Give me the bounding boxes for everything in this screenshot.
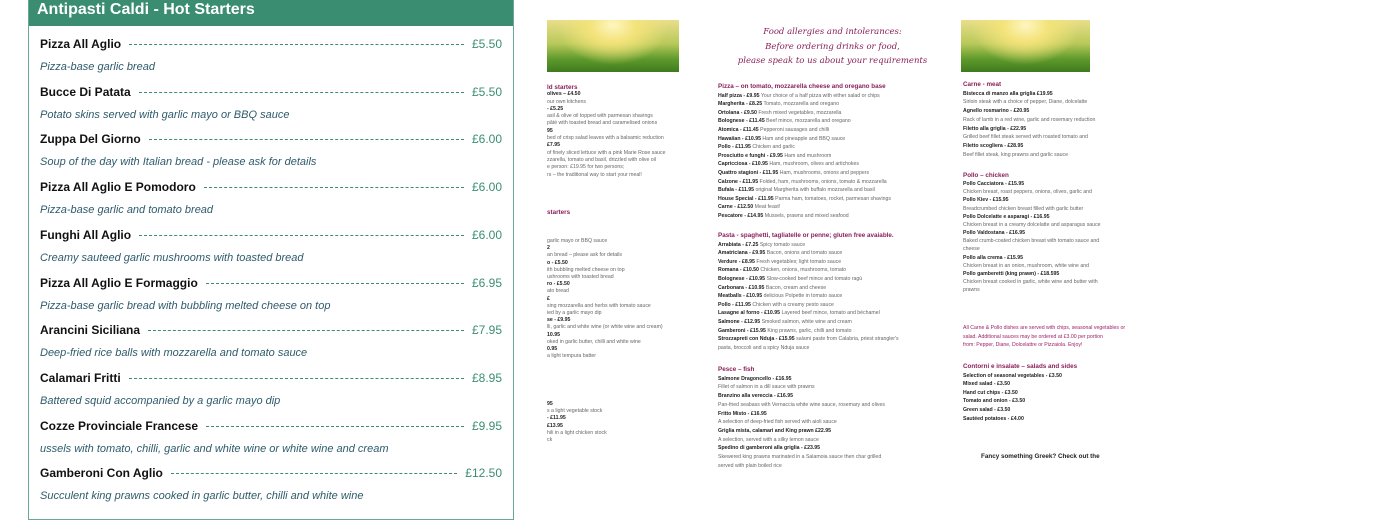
menu-line: All Carne & Pollo dishes are served with chips, seasonal vegetables or <box>963 325 1126 331</box>
dish-description: Layered beef mince, tomato and béchamel <box>781 310 880 317</box>
menu-line: se - £9.95 <box>547 317 571 324</box>
dish-name-price: Bufala - £11.95 <box>718 187 755 194</box>
dish-name-price: House Special - £11.95 <box>718 195 774 202</box>
menu-item <box>40 466 502 514</box>
grass-photo-left <box>547 20 679 72</box>
dish-name-price: Meatballs - £10.95 <box>718 293 763 300</box>
item-name: Cozze Provinciale Francese <box>40 418 199 433</box>
dish-description: Ham and mushroom <box>784 152 832 159</box>
menu-item-row <box>40 419 502 439</box>
dish-name-price: Bolognese - £11.45 <box>718 118 765 125</box>
dish-description: Slow-cooked beef mince and tomato ragù <box>766 275 863 282</box>
menu-item <box>40 180 502 228</box>
menu-line <box>718 126 918 135</box>
dish-description: Parma ham, tomatoes, rocket, parmesan shavings <box>775 195 892 202</box>
dish-name-price: Verdure - £8.95 <box>718 258 755 265</box>
item-name: Bucce Di Patata <box>40 84 131 99</box>
dish-description: Smoked salmon, white wine and cream <box>761 318 852 325</box>
menu-line <box>718 109 918 118</box>
dish-name-price: Ortolana - £9.50 <box>718 109 757 116</box>
dish-description: Bacon, cream and cheese <box>765 284 827 291</box>
item-name: Pizza All Aglio <box>40 37 122 51</box>
menu-section-left4 <box>547 401 682 444</box>
menu-line: hili in a light chicken stock <box>547 429 607 436</box>
dotted-leader <box>139 92 464 93</box>
menu-line <box>718 212 918 221</box>
dish-description: Chicken, onions, mushrooms, tomato <box>760 267 847 274</box>
menu-line: salad. Additional sauces may be ordered at £3.00 per portion <box>963 333 1103 340</box>
menu-section-pollo <box>963 172 1101 294</box>
hot-starters-card <box>28 0 514 520</box>
dish-name-price: Hawaiian - £10.95 <box>718 135 761 142</box>
dish-description: Ham, mushroom, olives and artichokes <box>769 161 860 168</box>
allergy-line: Food allergies and intolerances: <box>763 27 902 37</box>
menu-line: Hand cut chips - £3.50 <box>963 389 1018 396</box>
section-heading: Pollo – chicken <box>963 172 1009 179</box>
menu-line: Rack of lamb in a red wine, garlic and rosemary reduction <box>963 116 1096 123</box>
dish-name-price: Romana - £10.50 <box>718 267 759 274</box>
menu-item-row <box>40 180 502 200</box>
dish-description: Chicken and garlic <box>752 144 796 151</box>
menu-item <box>40 419 502 467</box>
dish-name-price: Quattro stagioni - £11.95 <box>718 169 779 176</box>
menu-item <box>40 371 502 419</box>
dish-description: original Margherita with buffalo mozzarella and basil <box>755 187 875 194</box>
menu-line <box>718 203 918 212</box>
item-price: £5.50 <box>471 37 502 51</box>
menu-item-row <box>40 466 502 486</box>
section-heading: Carne - meat <box>963 81 1002 88</box>
menu-line: Pollo Kiev - £15.95 <box>963 197 1009 204</box>
menu-line: 10.95 <box>547 331 560 338</box>
menu-section-contorni <box>963 363 1091 423</box>
menu-line: Salmone Dragoncello - £16.95 <box>718 375 792 382</box>
menu-line <box>718 92 918 101</box>
menu-line: ato bread <box>547 288 569 295</box>
menu-line: A selection of deep-fried fish served with aioli sauce <box>718 419 837 426</box>
dish-name-price: Salmone - £12.95 <box>718 318 761 325</box>
menu-line: Griglia mista, calamari and King prawn £22.95 <box>718 427 832 434</box>
menu-line: asil & olive oil topped with parmesan shavings <box>547 113 653 120</box>
item-price: £6.00 <box>471 227 502 242</box>
menu-line: Branzino alla vereccia - £16.95 <box>718 393 793 400</box>
menu-line: prawns <box>963 287 980 294</box>
menu-line: Sirloin steak with a choice of pepper, Diane, dolcelatte <box>963 99 1088 106</box>
menu-item <box>40 132 502 180</box>
menu-line: cheese <box>963 246 980 253</box>
menu-line <box>718 241 918 250</box>
dish-name-price: Prosciutto e funghi - £9.95 <box>718 152 783 159</box>
dotted-leader <box>129 44 464 45</box>
dish-name-price: Amatriciana - £9.95 <box>718 250 766 257</box>
item-description: ussels with tomato, chilli, garlic and white wine or white wine and cream <box>40 442 389 455</box>
menu-item-row <box>40 37 502 57</box>
dish-description: Meat feast! <box>754 204 781 211</box>
item-name: Gamberoni Con Aglio <box>40 466 163 481</box>
menu-line: our own kitchens <box>547 98 586 105</box>
item-description: Battered squid accompanied by a garlic mayo dip <box>40 394 281 407</box>
dish-name-price: Gamberoni - £15.95 <box>718 327 766 334</box>
menu-line: Spedino di gamberoni alla griglia - £23.95 <box>718 445 821 452</box>
dish-name-price: Pollo - £11.95 <box>718 144 751 151</box>
menu-line: pâté with toasted bread and caramelised onions <box>547 120 658 127</box>
menu-line <box>718 275 918 284</box>
menu-line: - £5.25 <box>547 105 564 112</box>
menu-line: - £11.95 <box>547 415 566 422</box>
dish-name-price: Pollo - £11.95 <box>718 301 751 308</box>
menu-line: Grilled beef fillet steak served with roasted tomato and <box>963 134 1088 141</box>
item-price: £6.00 <box>471 180 502 195</box>
dotted-leader <box>148 330 464 331</box>
menu-line: Filetto alla griglia - £22.95 <box>963 125 1027 132</box>
dish-description: Spicy tomato sauce <box>759 241 806 248</box>
dish-description: delicious Polpette in tomato sauce <box>763 293 843 300</box>
menu-item <box>40 228 502 276</box>
menu-line <box>718 117 918 126</box>
section-heading: Pizza – on tomato, mozzarella cheese and oregano base <box>718 83 886 90</box>
dish-name-price: Carbonara - £10.95 <box>718 284 765 291</box>
menu-line <box>718 327 918 336</box>
menu-line <box>718 169 918 178</box>
dish-description: salami paste from Calabria, priest strangler's <box>796 336 899 343</box>
menu-section-left3 <box>547 238 682 360</box>
menu-line: Filetto scogliera - £28.95 <box>963 142 1024 149</box>
menu-item-row <box>40 228 502 248</box>
item-description: Soup of the day with Italian bread - please ask for details <box>40 156 317 169</box>
menu-line: Pollo Cacciatora - £15.95 <box>963 181 1025 188</box>
menu-item-row <box>40 85 502 105</box>
menu-line: served with plain boiled rice <box>718 462 782 469</box>
allergy-line: please speak to us about your requirements <box>737 56 928 66</box>
menu-line <box>718 292 918 301</box>
menu-line: an bread – please ask for details <box>547 252 622 259</box>
item-price: £7.95 <box>471 323 502 338</box>
menu-item-row <box>40 276 502 296</box>
item-description: Pizza-base garlic and tomato bread <box>40 204 214 217</box>
menu-line: Pollo alla crema - £15.95 <box>963 254 1023 261</box>
menu-item <box>40 37 502 85</box>
dish-name-price: Calzone - £11.95 <box>718 178 759 185</box>
menu-line: A selection, served with a silky lemon sauce <box>718 436 819 443</box>
item-description: Creamy sauteed garlic mushrooms with toasted bread <box>40 251 304 264</box>
menu-line: pasta, broccoli and a spicy Nduja sauce <box>718 344 810 351</box>
menu-line: Chicken breast in a creamy dolcelatte and asparagus sauce <box>963 221 1101 228</box>
item-price: £6.00 <box>471 132 502 147</box>
menu-line <box>718 318 918 327</box>
dish-description: Bacon, onions and tomato sauce <box>766 250 843 257</box>
menu-line <box>718 335 918 344</box>
menu-line <box>718 152 918 161</box>
menu-line: 95 <box>547 401 553 407</box>
menu-line: ied by a garlic mayo dip <box>547 310 602 317</box>
menu-line <box>718 178 918 187</box>
item-name: Calamari Fritti <box>40 370 121 385</box>
menu-line: £13.95 <box>547 422 563 429</box>
menu-line: e person: £19.95 for two persons; <box>547 164 625 171</box>
section-title: Antipasti Caldi - Hot Starters <box>29 0 513 26</box>
menu-line: sing mozzarella and herbs with tomato sauce <box>547 302 651 309</box>
menu-item <box>40 85 502 133</box>
allergy-notice <box>730 25 935 69</box>
menu-line: bed of crisp salad leaves with a balsamic reduction <box>547 135 664 142</box>
menu-line: Green salad - £3.50 <box>963 406 1011 413</box>
menu-line: ith bubbling melted cheese on top <box>547 266 625 273</box>
menu-line: Fritto Misto - £16.95 <box>718 410 767 417</box>
menu-line: ro - £5.50 <box>547 281 570 288</box>
menu-line <box>718 301 918 310</box>
item-price: £5.50 <box>471 84 502 99</box>
grass-photo-right <box>961 20 1090 72</box>
menu-line: Chicken breast in an onion, mushroom, white wine and <box>963 262 1090 269</box>
section-heading: ld starters <box>547 84 578 91</box>
menu-line: Fancy something Greek? Check out the <box>981 453 1100 460</box>
item-description: Succulent king prawns cooked in garlic butter, chilli and white wine <box>40 490 364 503</box>
menu-line: Pollo gamberetti (king prawn) - £18.595 <box>963 270 1060 277</box>
menu-line: zzarella, tomato and basil, drizzled with olive oil <box>547 156 656 163</box>
dish-description: Ham and pineapple and BBQ sauce <box>762 135 846 142</box>
menu-line: Chicken breast, roast peppers, onions, olives, garlic and <box>963 189 1092 196</box>
menu-line <box>718 284 918 293</box>
dish-name-price: Pescatore - £14.95 <box>718 212 764 219</box>
item-name: Pizza All Aglio E Pomodoro <box>40 180 196 195</box>
dish-name-price: Lasagne al forno - £10.95 <box>718 310 780 317</box>
menu-line: rs – the traditional way to start your meal! <box>547 171 642 178</box>
menu-line: from: Pepper, Diane, Dolcelattre or Pizzaiola. Enjoy! <box>963 342 1083 348</box>
item-description: Potato skins served with garlic mayo or BBQ sauce <box>40 108 290 121</box>
menu-line: ushrooms with toasted bread <box>547 274 614 281</box>
menu-line: Pollo Dolcelatte e asparagi - £16.95 <box>963 213 1050 220</box>
dish-description: Ham, mushrooms, onions and peppers <box>779 169 870 176</box>
menu-item-row <box>40 132 502 152</box>
item-price: £8.95 <box>471 370 502 385</box>
item-name: Arancini Siciliana <box>40 323 141 338</box>
menu-item-row <box>40 371 502 391</box>
item-price: £9.95 <box>471 418 502 433</box>
dotted-leader <box>206 426 464 427</box>
dish-description: Your choice of a half pizza with either salad or chips <box>760 92 880 99</box>
dish-description: Fresh vegetables; light tomato sauce <box>756 258 842 265</box>
menu-line: Pollo Valdostana - £16.95 <box>963 230 1025 237</box>
menu-line: Beef fillet steak, king prawns and garlic sauce <box>963 151 1068 158</box>
dish-name-price: Bolognese - £10.95 <box>718 275 765 282</box>
menu-line <box>718 266 918 275</box>
dish-name-price: Arrabiata - £7.25 <box>718 241 759 248</box>
menu-line: Chicken breast cooked in garlic, white wine and butter with <box>963 279 1098 286</box>
menu-line: Baked crumb-coated chicken breast with tomato sauce and <box>963 238 1100 245</box>
item-name: Funghi All Aglio <box>40 227 132 242</box>
menu-line: o - £5.50 <box>547 259 568 266</box>
menu-line <box>718 309 918 318</box>
menu-line: a light tempura batter <box>547 353 597 360</box>
menu-line: olives – £4.50 <box>547 91 581 98</box>
menu-line: 95 <box>547 127 553 134</box>
item-name: Zuppa Del Giorno <box>40 132 141 147</box>
dish-name-price: Margherita - £8.25 <box>718 101 763 108</box>
dish-name-price: Strozzapreti con Nduja - £15.95 <box>718 336 795 343</box>
menu-line: 2 <box>547 245 550 252</box>
menu-section-left1 <box>547 84 682 179</box>
dish-name-price: Atomica - £11.45 <box>718 126 759 133</box>
menu-line: Mixed salad - £3.50 <box>963 381 1010 388</box>
menu-line: £7.95 <box>547 142 560 149</box>
dish-description: Beef mince, mozzarella and oregano <box>766 118 851 125</box>
dotted-leader <box>171 473 457 474</box>
dish-description: King prawns, garlic, chilli and tomato <box>767 327 852 334</box>
menu-line: Agnello rosmarino - £20.95 <box>963 108 1030 115</box>
item-price: £6.95 <box>471 275 502 290</box>
dish-description: Pepperoni sausages and chilli <box>760 126 830 133</box>
menu-line: oked in garlic butter, chilli and white wine <box>547 338 641 345</box>
item-description: Deep-fried rice balls with mozzarella and tomato sauce <box>40 347 308 360</box>
menu-line <box>718 100 918 109</box>
item-price: £12.50 <box>465 466 502 481</box>
dish-description: Folded, ham, mushrooms, onions, tomato & mozzarella <box>759 178 887 185</box>
menu-item <box>40 276 502 324</box>
dish-description: Chicken with a creamy pesto sauce <box>752 301 834 308</box>
dish-name-price: Carne - £12.50 <box>718 204 754 211</box>
dotted-leader <box>129 378 464 379</box>
menu-line: Fillet of salmon in a dill sauce with prawns <box>718 384 815 391</box>
menu-line: lli, garlic and white wine (or white wine and cream) <box>547 324 663 331</box>
menu-line: 0.95 <box>547 346 558 353</box>
menu-line <box>718 160 918 169</box>
menu-line <box>718 135 918 144</box>
menu-line: Breadcrumbed chicken breast filled with garlic butter <box>963 205 1084 212</box>
dotted-leader <box>204 187 464 188</box>
menu-line <box>718 195 918 204</box>
dish-description: Fresh mixed vegetables, mozzarella <box>758 109 842 116</box>
item-description: Pizza-base garlic bread with bubbling melted cheese on top <box>40 299 331 312</box>
section-heading: Contorni e insalate – salads and sides <box>963 363 1078 370</box>
menu-section-carne <box>963 81 1096 159</box>
menu-section-pizza <box>718 83 918 221</box>
menu-line <box>718 186 918 195</box>
dish-description: Tomato, mozzarella and oregano <box>763 101 840 108</box>
menu-section-pasta <box>718 232 918 352</box>
menu-line <box>718 249 918 258</box>
menu-line: Sautéed potatoes - £4.00 <box>963 415 1024 422</box>
menu-line <box>718 143 918 152</box>
dish-name-price: Half pizza - £9.95 <box>718 92 760 99</box>
section-heading: Pasta - spaghetti, tagliatelle or penne; gluten free avaiable. <box>718 232 894 239</box>
menu-line: of finely sliced lettuce with a pink Marie Rose sauce <box>547 149 666 156</box>
dotted-leader <box>149 139 464 140</box>
dish-name-price: Capricciosa - £10.95 <box>718 161 768 168</box>
section-heading: Pesce – fish <box>718 366 755 373</box>
menu-line: Skewered king prawns marinated in a Salamoia sauce then char grilled <box>718 454 882 461</box>
menu-line: Pan-fried seabass with Vernaccia white wine sauce, rosemary and olives <box>718 401 885 408</box>
section-heading: starters <box>547 209 571 216</box>
menu-line: Selection of seasonal vegetables - £3.50 <box>963 372 1062 379</box>
menu-section-greek <box>981 453 1100 462</box>
menu-line: £ <box>547 295 550 302</box>
menu-line: garlic mayo or BBQ sauce <box>547 238 608 244</box>
menu-line: Bistecca di manzo alla griglia £19.95 <box>963 90 1053 97</box>
menu-line: ck <box>547 437 553 444</box>
menu-section-note <box>963 324 1126 350</box>
dish-description: Mussels, prawns and mixed seafood <box>764 212 849 219</box>
dotted-leader <box>139 235 464 236</box>
dotted-leader <box>206 283 464 284</box>
menu-line: s a light vegetable stock <box>547 408 603 415</box>
allergy-line: Before ordering drinks or food, <box>765 41 900 52</box>
item-description: Pizza-base garlic bread <box>40 61 155 73</box>
item-name: Pizza All Aglio E Formaggio <box>40 275 198 290</box>
menu-item-row <box>40 323 502 343</box>
menu-item <box>40 323 502 371</box>
menu-line <box>718 258 918 267</box>
menu-line: Tomato and onion - £3.50 <box>963 398 1026 405</box>
menu-section-pesce <box>718 366 918 470</box>
menu-section-left2 <box>547 209 682 216</box>
